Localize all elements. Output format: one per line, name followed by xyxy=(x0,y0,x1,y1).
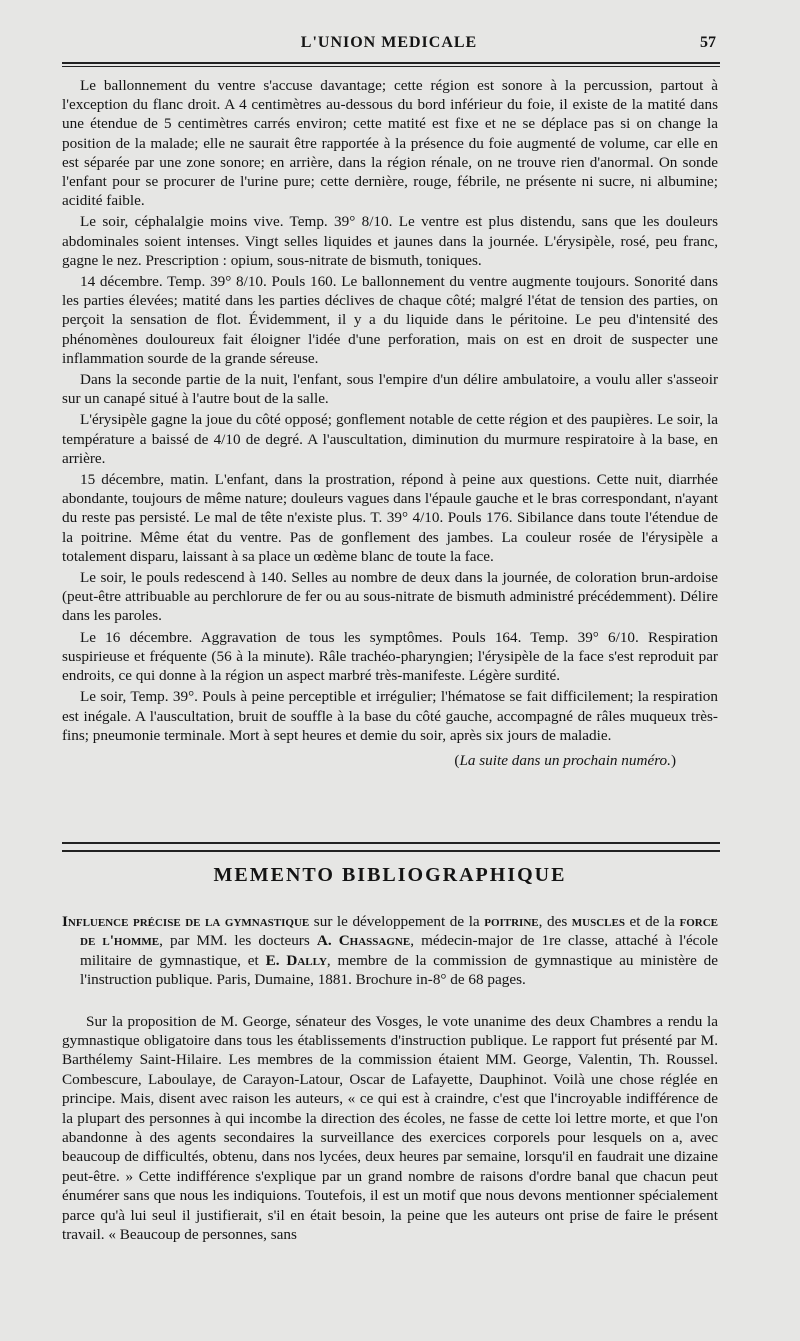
paragraph: 14 décembre. Temp. 39° 8/10. Pouls 160. Le ballonnement du ventre augmente toujours. Sonorité dans les parties élevées; matité dans les parties déclives de chaque côté; malgré l'état de tension des parties, on perçoit la sensation de flot. Évidemment, il y a du liquide dans le péritoine. Le peu d'intensité des phénomènes douloureux fait éloigner l'idée d'une perforation, mais on est en droit de suspecter une inflammation sourde de la grande séreuse. xyxy=(62,273,718,367)
continuation-note xyxy=(62,751,718,770)
entry-keyword: muscles xyxy=(571,913,625,930)
paragraph: Le soir, Temp. 39°. Pouls à peine perceptible et irrégulier; l'hématose se fait difficilement; la respiration est inégale. A l'auscultation, bruit de souffle à la base du côté gauche, accompagné de râles muqueux très-fins; pneumonie terminale. Mort à sept heures et demie du soir, après six jours de maladie. xyxy=(62,688,718,744)
running-title: L'UNION MEDICALE xyxy=(300,34,478,51)
entry-keyword: poitrine xyxy=(484,913,539,930)
entry-text: , médecin-major de 1re classe, attaché à l'école militaire de gymnastique, et xyxy=(80,932,718,969)
paragraph: 15 décembre, matin. L'enfant, dans la prostration, répond à peine aux questions. Cette nuit, diarrhée abondante, toujours de même nature; douleurs vagues dans l'épaule gauche et le bras correspondant, n'ayant du reste pas persisté. Le mal de tête n'existe plus. T. 39° 4/10. Pouls 176. Sibilance dans toute l'étendue de la poitrine. Même état du ventre. Pas de gonflement des jambes. La couleur rosée de l'érysipèle a totalement disparu, laissant à sa place un œdème blanc de toute la face. xyxy=(62,471,718,565)
entry-author: A. Chassagne xyxy=(316,932,411,950)
entry-text: , par MM. les docteurs xyxy=(159,932,317,950)
entry-text: sur le développement de la xyxy=(309,913,485,930)
page-number: 57 xyxy=(700,34,716,51)
continuation-close-paren: ) xyxy=(670,751,676,769)
section-divider xyxy=(62,842,720,852)
paragraph: Le ballonnement du ventre s'accuse davantage; cette région est sonore à la percussion, partout à l'exception du flanc droit. A 4 centimètres au-dessous du bord inférieur du foie, il existe de la matité dans une étendue de 5 centimètres carrés environ; cette matité est fixe et ne se déplace pas si on change la position de la malade; elle ne saurait être rapportée à la présence du foie augmenté de volume, car elle en est séparée par une zone sonore; en arrière, dans la région rénale, on ne trouve rien d'anormal. On sonde l'enfant pour se procurer de l'urine pure; cette dernière, rouge, fébrile, ne présente ni sucre, ni albumine; acidité faible. xyxy=(62,77,718,210)
paragraph: Dans la seconde partie de la nuit, l'enfant, sous l'empire d'un délire ambulatoire, a voulu aller s'asseoir sur un canapé situé à l'autre bout de la salle. xyxy=(62,371,718,408)
continuation-open-paren: ( xyxy=(454,751,460,769)
case-report-text xyxy=(62,76,718,770)
continuation-text: La suite dans un prochain numéro. xyxy=(459,751,671,769)
bibliography-entry xyxy=(62,912,718,990)
paragraph: Le 16 décembre. Aggravation de tous les symptômes. Pouls 164. Temp. 39° 6/10. Respiration suspirieuse et fréquente (56 à la minute). Râle trachéo-pharyngien; l'érysipèle de la face s'est reproduit par endroits, ce qui donne à la région un aspect marbré très-manifeste. Légère surdité. xyxy=(62,628,718,685)
entry-text: et de la xyxy=(624,913,680,930)
paragraph: Le soir, le pouls redescend à 140. Selles au nombre de deux dans la journée, de coloration brun-ardoise (peut-être attribuable au perchlorure de fer ou au sous-nitrate de bismuth administré précédemment). Délire dans les paroles. xyxy=(62,569,718,625)
header-rule xyxy=(62,62,720,67)
paragraph: L'érysipèle gagne la joue du côté opposé; gonflement notable de cette région et des paupières. Le soir, la température a baissé de 4/10 de degré. A l'auscultation, diminution du murmure respiratoire à la base, en arrière. xyxy=(62,411,718,467)
section-title: MEMENTO BIBLIOGRAPHIQUE xyxy=(213,864,567,886)
paragraph: Le soir, céphalalgie moins vive. Temp. 39° 8/10. Le ventre est plus distendu, sans que les douleurs abdominales soient intenses. Vingt selles liquides et jaunes dans la journée. L'érysipèle, rosé, peu franc, gagne le nez. Prescription : opium, sous-nitrate de bismuth, toniques. xyxy=(62,213,718,269)
bibliography-section xyxy=(62,912,718,1245)
entry-text: , membre de la commission de gymnastique au ministère de l'instruction publique. Paris, Dumaine, 1881. Brochure in-8° de 68 pages. xyxy=(80,951,719,989)
entry-keyword: force de l'homme xyxy=(80,913,718,950)
entry-title: Influence précise de la gymnastique xyxy=(62,913,310,930)
entry-text: , des xyxy=(538,913,572,930)
review-paragraph: Sur la proposition de M. George, sénateur des Vosges, le vote unanime des deux Chambres a rendu la gymnastique obligatoire dans tous les établissements d'instruction publique. Le rapport fut présenté par M. Barthélemy Saint-Hilaire. Les membres de la commission étaient MM. George, Valentin, Th. Roussel. Combescure, Laboulaye, de Carayon-Latour, Oscar de Lafayette, Dauphinot. Voilà une chose réglée en principe. Mais, disent avec raison les auteurs, « ce qui est à craindre, c'est que l'incroyable indifférence de la plupart des personnes à qui incombe la direction des écoles, ne fasse de cette loi lettre morte, et que l'on abandonne à des agents secondaires la surveillance des exercices corporels pour lesquels on a, avec beaucoup de difficultés, obtenu, dans nos lycées, deux heures par semaine, lorsqu'il en faudrait une dizaine peut-être. » Cette indifférence s'explique par un grand nombre de raisons d'ordre banal que chacun peut énumérer sans que nous les indiquions. Toutefois, il est un motif que nous devons mentionner spécialement parce qu'à lui seul il justifierait, s'il en était besoin, la peine que les auteurs ont prise de faire le présent travail. « Beaucoup de personnes, sans xyxy=(62,1012,718,1244)
page-header xyxy=(62,34,716,56)
entry-author: E. Dally xyxy=(265,951,327,969)
